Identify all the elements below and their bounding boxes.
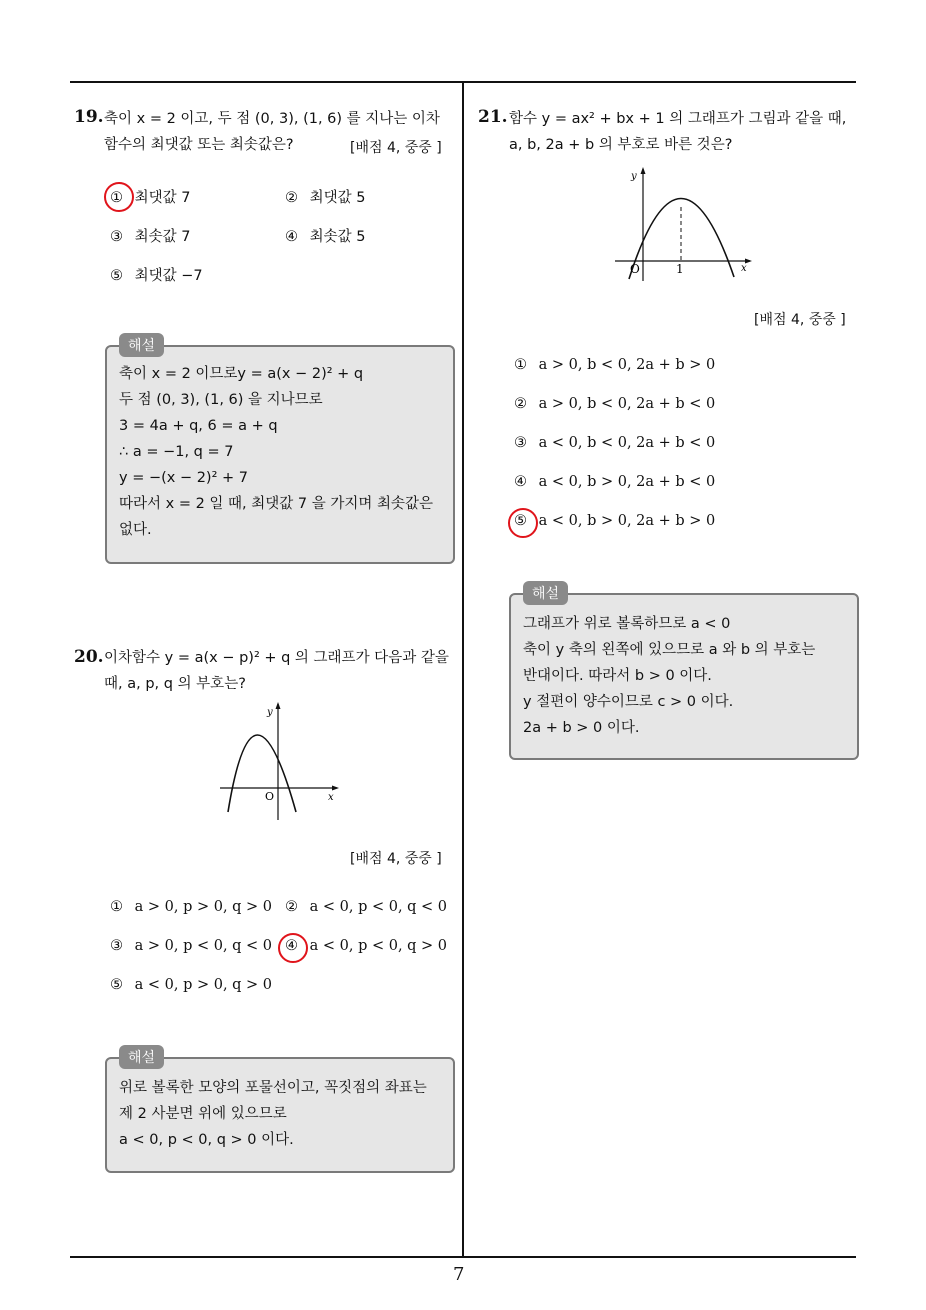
y-axis-arrow [276,702,281,709]
option-number: ② [514,396,527,412]
option-text: 최댓값 7 [134,190,191,206]
option-number: ④ [514,474,527,490]
option-number: ① [110,899,123,915]
option-text: a < 0, b > 0, 2a + b < 0 [538,474,716,490]
q20-option-1[interactable] [110,899,272,915]
explanation-line: 2a + b > 0 이다. [523,720,640,736]
option-text: a < 0, p < 0, q < 0 [309,899,448,915]
explanation-line: 제 2 사분면 위에 있으므로 [119,1106,287,1122]
column-divider [462,82,464,1257]
q20-option-5[interactable] [110,977,272,993]
y-axis-label: y [631,171,637,182]
option-text: a < 0, p > 0, q > 0 [134,977,273,993]
explanation-line: 따라서 x = 2 일 때, 최댓값 7 을 가지며 최솟값은 [119,496,433,512]
explanation-line: 없다. [119,522,152,538]
option-number: ⑤ [110,268,123,284]
answer-circle-mark [508,508,538,538]
question-21-number: 21. [478,107,508,127]
q21-parabola-graph [610,165,760,285]
explanation-tag: 해설 [119,1045,164,1069]
q21-option-3[interactable] [514,435,715,451]
question-20-score: [배점 4, 중중 ] [350,851,442,867]
option-number: ⑤ [110,977,123,993]
question-19-score: [배점 4, 중중 ] [350,140,442,156]
explanation-line: 위로 볼록한 모양의 포물선이고, 꼭짓점의 좌표는 [119,1080,427,1096]
question-19-line2: 함수의 최댓값 또는 최솟값은? [104,137,294,153]
option-number: ② [285,190,298,206]
y-axis-label: y [267,707,273,718]
explanation-line: 3 = 4a + q, 6 = a + q [119,418,278,434]
q20-option-2[interactable] [285,899,447,915]
q20-option-3[interactable] [110,938,272,954]
option-number: ⑤ [514,513,527,529]
question-19-number: 19. [74,107,104,127]
q19-explanation-box [105,345,455,564]
q20-explanation-box [105,1057,455,1173]
option-text: a > 0, b < 0, 2a + b > 0 [538,357,716,373]
question-21-score: [배점 4, 중중 ] [754,312,846,328]
explanation-tag: 해설 [119,333,164,357]
bottom-rule [70,1256,856,1258]
option-text: a < 0, p < 0, q > 0 [309,938,448,954]
question-20-line1: 이차함수 y = a(x − p)² + q 의 그래프가 다음과 같을 [104,650,449,666]
option-text: 최솟값 7 [134,229,191,245]
option-number: ③ [514,435,527,451]
q19-option-4[interactable] [285,225,365,246]
y-axis-arrow [641,167,646,174]
option-text: a > 0, b < 0, 2a + b < 0 [538,396,716,412]
explanation-tag: 해설 [523,581,568,605]
option-number: ② [285,899,298,915]
explanation-line: ∴ a = −1, q = 7 [119,444,234,460]
q21-option-4[interactable] [514,474,715,490]
option-text: a < 0, b < 0, 2a + b < 0 [538,435,716,451]
question-20-number: 20. [74,647,104,667]
option-number: ① [514,357,527,373]
q21-option-5[interactable] [514,513,715,529]
explanation-line: 반대이다. 따라서 b > 0 이다. [523,668,712,684]
q21-explanation-box [509,593,859,760]
q20-option-4[interactable] [285,938,447,954]
q19-option-5[interactable] [110,264,203,285]
explanation-line: y 절편이 양수이므로 c > 0 이다. [523,694,734,710]
origin-label: O [630,262,640,276]
q19-option-2[interactable] [285,186,365,207]
x-axis-label: x [741,263,747,274]
option-text: a > 0, p < 0, q < 0 [134,938,273,954]
origin-label: O [265,790,275,803]
q19-option-3[interactable] [110,225,190,246]
question-21-line1: 함수 y = ax² + bx + 1 의 그래프가 그림과 같을 때, [509,111,847,127]
tick-label: 1 [676,262,684,276]
option-number: ① [110,190,123,206]
option-number: ③ [110,938,123,954]
parabola-curve [228,735,296,812]
explanation-line: 축이 y 축의 왼쪽에 있으므로 a 와 b 의 부호는 [523,642,816,658]
option-number: ④ [285,938,298,954]
question-20-line2: 때, a, p, q 의 부호는? [104,676,246,692]
q21-option-2[interactable] [514,396,715,412]
option-number: ④ [285,229,298,245]
option-text: a > 0, p > 0, q > 0 [134,899,273,915]
q21-option-1[interactable] [514,357,715,373]
option-text: 최댓값 5 [309,190,366,206]
option-number: ③ [110,229,123,245]
explanation-line: 그래프가 위로 볼록하므로 a < 0 [523,616,731,632]
answer-circle-mark [104,182,134,212]
option-text: 최솟값 5 [309,229,366,245]
answer-circle-mark [278,933,308,963]
q20-parabola-graph [215,700,345,825]
option-text: 최댓값 −7 [134,268,203,284]
explanation-line: y = −(x − 2)² + 7 [119,470,248,486]
page-number: 7 [453,1264,465,1285]
explanation-line: 두 점 (0, 3), (1, 6) 을 지나므로 [119,392,323,408]
option-text: a < 0, b > 0, 2a + b > 0 [538,513,716,529]
x-axis-label: x [328,792,334,803]
explanation-line: 축이 x = 2 이므로y = a(x − 2)² + q [119,366,364,382]
explanation-line: a < 0, p < 0, q > 0 이다. [119,1132,294,1148]
question-21-line2: a, b, 2a + b 의 부호로 바른 것은? [509,137,733,153]
x-axis-arrow [332,786,339,791]
question-19-line1: 축이 x = 2 이고, 두 점 (0, 3), (1, 6) 를 지나는 이차 [104,111,440,127]
